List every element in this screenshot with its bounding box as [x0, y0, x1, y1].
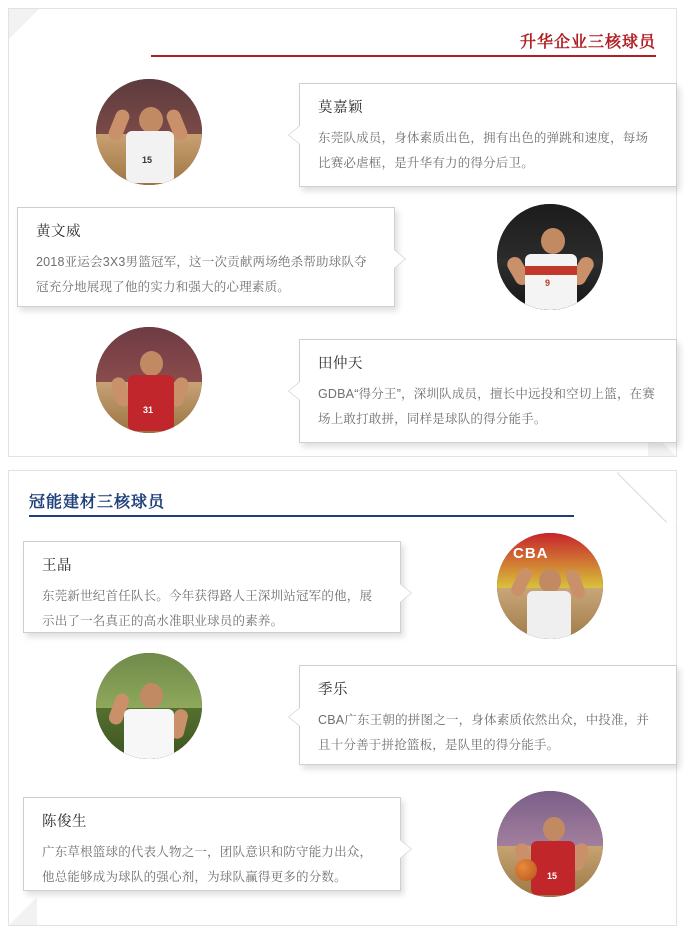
section-shenghua-title: 升华企业三核球员: [519, 34, 656, 51]
player-description: 东莞队成员，身体素质出色，拥有出色的弹跳和速度，每场比赛必虐框，是升华有力的得分后卫。: [318, 131, 649, 170]
player-description: 广东草根篮球的代表人物之一，团队意识和防守能力出众，他总能够成为球队的强心剂，为球队赢得更多的分数。: [42, 845, 373, 884]
player-name: 莫嘉颖: [318, 100, 363, 116]
player-callout-chen-junsheng: [23, 797, 401, 891]
section-guanneng-title: 冠能建材三核球员: [29, 494, 166, 511]
player-name: 陈俊生: [42, 814, 87, 830]
player-photo-wang-jing: CBA: [497, 533, 603, 639]
player-name: 王晶: [42, 558, 72, 574]
player-name: 田仲天: [318, 356, 363, 372]
jersey-number: 15: [547, 871, 558, 881]
player-row: [9, 199, 676, 339]
callout-pointer-icon: [400, 840, 411, 858]
player-photo-tian-zhongtian: [96, 327, 202, 433]
player-row: [9, 649, 676, 789]
player-name: 黄文威: [36, 224, 81, 240]
callout-pointer-icon: [289, 126, 300, 144]
corner-cut-line-icon: [617, 472, 675, 530]
section-guanneng-rule: [29, 515, 574, 517]
player-callout-ji-le: [299, 665, 677, 765]
player-description: CBA广东王朝的拼图之一，身体素质依然出众，中投准，并且十分善于拼抢篮板，是队里的得分能手。: [318, 713, 650, 752]
player-row: [9, 321, 676, 461]
player-description: GDBA“得分王”，深圳队成员，擅长中远投和空切上篮，在赛场上敢打敢拼，同样是球队的得分能手。: [318, 387, 656, 426]
corner-fold-top-left-icon: [9, 9, 39, 39]
player-photo-ji-le: [96, 653, 202, 759]
callout-pointer-icon: [289, 382, 300, 400]
player-callout-tian-zhongtian: [299, 339, 677, 443]
callout-pointer-icon: [394, 250, 405, 268]
player-photo-chen-junsheng: [497, 791, 603, 897]
jersey-number: 9: [545, 278, 551, 288]
section-shenghua: [8, 8, 677, 457]
player-callout-mo-jiaying: [299, 83, 677, 187]
player-description: 东莞新世纪首任队长。今年获得路人王深圳站冠军的他，展示出了一名真正的高水准职业球员的素养。: [42, 589, 373, 628]
callout-pointer-icon: [400, 584, 411, 602]
callout-pointer-icon: [289, 708, 300, 726]
jersey-number: 15: [142, 155, 153, 165]
player-description: 2018亚运会3X3男篮冠军，这一次贡献两场绝杀帮助球队夺冠充分地展现了他的实力和强大的心理素质。: [36, 255, 367, 294]
player-photo-huang-wenwei: [497, 204, 603, 310]
section-guanneng: [8, 470, 677, 926]
jersey-number: 31: [143, 405, 154, 415]
player-callout-wang-jing: [23, 541, 401, 633]
player-photo-mo-jiaying: [96, 79, 202, 185]
player-name: 季乐: [318, 682, 348, 698]
basketball-icon: [515, 859, 537, 881]
section-shenghua-rule: [151, 55, 656, 57]
player-callout-huang-wenwei: [17, 207, 395, 307]
player-row: [9, 71, 676, 211]
player-row: [9, 789, 676, 929]
